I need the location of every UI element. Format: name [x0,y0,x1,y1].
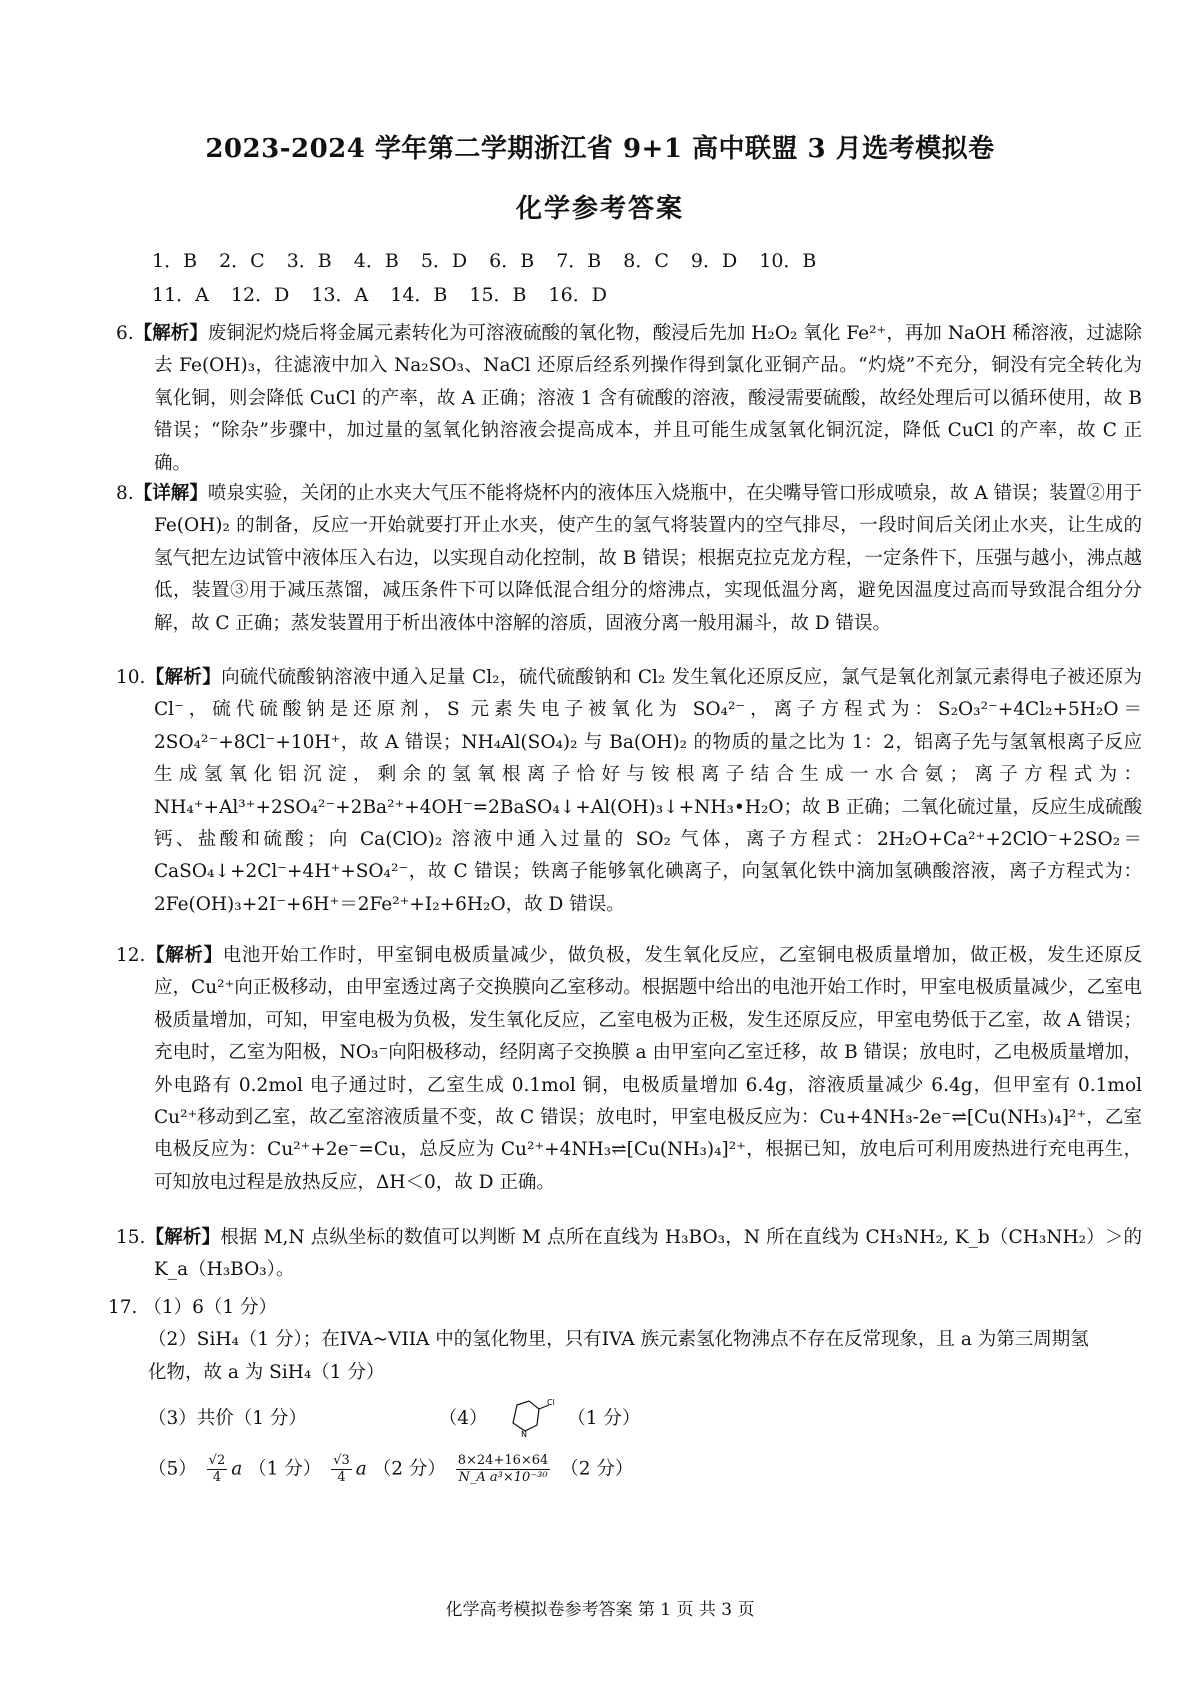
q17-part-4-label: （4） [438,1408,488,1430]
answer-row-2 [152,278,838,312]
q17-part-1: （1）6（1 分） [143,1297,278,1318]
answer-3: 13．A [311,284,369,306]
fraction-sqrt2-over-4: $\frac{√2}{4}$ [208,1453,226,1486]
answer-row-1 [152,244,838,278]
explanation-q8 [108,478,1142,640]
answer-9: 9．D [690,250,738,272]
page-footer: 化学高考模拟卷参考答案 第 1 页 共 3 页 [445,1600,755,1620]
question-number: 6. [116,323,134,344]
explanation-tag: 【详解】 [133,483,208,504]
answer-7: 7．B [556,250,602,272]
answer-8: 8．C [623,250,669,272]
q17-part-4-score: （1 分） [567,1408,641,1430]
answer-key [152,244,838,312]
q17-part-3: （3）共价（1 分） [148,1408,307,1430]
answer-6: 6．B [489,250,535,272]
answer-6: 16．D [548,284,607,306]
explanation-q10 [108,662,1142,921]
q17-part-2: （2）SiH₄（1 分）；在IVA~VIIA 中的氢化物里，只有IVA 族元素氢化物沸点不存在反常现象，且 a 为第三周期氢化物，故 a 为 SiH₄（1 分） [148,1329,1089,1383]
structure-cl-label: Cl [547,1399,556,1408]
answer-10: 10．B [759,250,817,272]
question-number: 12. [116,945,146,966]
explanation-q15 [108,1222,1142,1287]
q17-line-2 [108,1324,1096,1389]
chloropyridine-structure-icon [499,1399,555,1439]
question-number: 8. [116,483,134,504]
question-number: 17. [108,1297,138,1318]
explanation-text: 向硫代硫酸钠溶液中通入足量 Cl₂，硫代硫酸钠和 Cl₂ 发生氧化还原反应，氯气是氧化剂氯元素得电子被还原为 Cl⁻，硫代硫酸钠是还原剂，S 元素失电子被氧化为 SO₄²⁻，离子方程式为：S₂O₃²⁻+4Cl₂+5H₂O＝2SO₄²⁻+8Cl⁻+10H⁺，故 A 错误；NH₄Al(SO₄)₂ 与 Ba(OH)₂ 的物质的量之比为 1：2，铝离子先与氢氧根离子反应生成氢氧化铝沉淀，剩余的氢氧根离子恰好与铵根离子结合生成一水合氨；离子方程式为：NH₄⁺+Al³⁺+2SO₄²⁻+2Ba²⁺+4OH⁻=2BaSO₄↓+Al(OH)₃↓+NH₃•H₂O；故 B 正确；二氧化硫过量，反应生成硫酸钙、盐酸和硫酸；向 Ca(ClO)₂ 溶液中通入过量的 SO₂ 气体，离子方程式：2H₂O+Ca²⁺+2ClO⁻+2SO₂＝CaSO₄↓+2Cl⁻+4H⁺+SO₄²⁻，故 C 错误；铁离子能够氧化碘离子，向氢氧化铁中滴加氢碘酸溶液，离子方程式为：2Fe(OH)₃+2I⁻+6H⁺＝2Fe²⁺+I₂+6H₂O，故 D 错误。 [154,667,1142,915]
answer-5: 5．D [420,250,468,272]
q17-part-5-label: （5） [148,1458,197,1480]
question-number: 15. [116,1227,146,1248]
explanation-tag: 【解析】 [133,323,208,344]
question-number: 10. [116,667,146,688]
page-subtitle: 化学参考答案 [515,194,684,224]
fraction-sqrt3-over-4: $\frac{√3}{4}$ [333,1453,350,1486]
explanation-text: 根据 M,N 点纵坐标的数值可以判断 M 点所在直线为 H₃BO₃，N 所在直线为 CH₃NH₂, K_b（CH₃NH₂）＞的 K_a（H₃BO₃）。 [154,1227,1142,1281]
explanation-text: 电池开始工作时，甲室铜电极质量减少，做负极，发生氧化反应，乙室铜电极质量增加，做正极，发生还原反应，Cu²⁺向正极移动，由甲室透过离子交换膜向乙室移动。根据题中给出的电池开始工作时，甲室电极质量减少，乙室电极质量增加，可知，甲室电极为负极，发生氧化反应，乙室电极为正极，发生还原反应，甲室电势低于乙室，故 A 错误；充电时，乙室为阳极，NO₃⁻向阳极移动，经阴离子交换膜 a 由甲室向乙室迁移，故 B 错误；放电时，乙电极质量增加，外电路有 0.2mol 电子通过时，乙室生成 0.1mol 铜，电极质量增加 6.4g，溶液质量减少 6.4g，但甲室有 0.1mol Cu²⁺移动到乙室，故乙室溶液质量不变，故 C 错误；放电时，甲室电极反应为：Cu+4NH₃-2e⁻⇌[Cu(NH₃)₄]²⁺，乙室电极反应为：Cu²⁺+2e⁻=Cu，总反应为 Cu²⁺+4NH₃⇌[Cu(NH₃)₄]²⁺，根据已知，放电后可利用废热进行充电再生，可知放电过程是放热反应，ΔH＜0，故 D 正确。 [154,945,1142,1193]
explanation-q12 [108,940,1142,1199]
answer-1: 11．A [152,284,209,306]
explanation-tag: 【解析】 [145,1227,221,1248]
answer-5: 15．B [469,284,527,306]
explanation-text: 废铜泥灼烧后将金属元素转化为可溶液硫酸的氧化物，酸浸后先加 H₂O₂ 氧化 Fe²⁺，再加 NaOH 稀溶液，过滤除去 Fe(OH)₃，往滤液中加入 Na₂SO₃、NaCl 还原后经系列操作得到氯化亚铜产品。“灼烧”不充分，铜没有完全转化为氧化铜，则会降低 CuCl 的产率，故 A 正确；溶液 1 含有硫酸的溶液，酸浸需要硫酸，故经处理后可以循环使用，故 B 错误；“除杂”步骤中，加过量的氢氧化钠溶液会提高成本，并且可能生成氢氧化铜沉淀，降低 CuCl 的产率，故 C 正确。 [154,323,1142,474]
q17-line-4 [108,1453,1096,1486]
answer-4: 14．B [390,284,448,306]
explanation-q6 [108,318,1142,480]
score-1: （1 分） [248,1458,322,1480]
answer-3: 3．B [286,250,332,272]
score-3: （2 分） [560,1458,634,1480]
score-2: （2 分） [372,1458,446,1480]
explanation-tag: 【解析】 [145,667,222,688]
answer-1: 1．B [152,250,198,272]
answer-2: 2．C [219,250,265,272]
answer-4: 4．B [353,250,399,272]
variable-a: a [355,1458,367,1480]
fraction-density: $\frac{8\times 24+16\times 64}{\text{N\_A a³×10⁻³⁰}}$ [457,1453,549,1486]
page-title: 2023-2024 学年第二学期浙江省 9+1 高中联盟 3 月选考模拟卷 [205,134,995,164]
structure-n-label: N [521,1430,528,1440]
variable-a: a [231,1458,243,1480]
answer-2: 12．D [230,284,290,306]
answer-q17 [108,1292,1096,1486]
q17-line-3 [108,1399,1096,1439]
explanation-text: 喷泉实验，关闭的止水夹大气压不能将烧杯内的液体压入烧瓶中，在尖嘴导管口形成喷泉，故 A 错误；装置②用于 Fe(OH)₂ 的制备，反应一开始就要打开止水夹，使产生的氢气将装置内的空气排尽，一段时间后关闭止水夹，让生成的氢气把左边试管中液体压入右边，以实现自动化控制，故 B 错误；根据克拉克龙方程，一定条件下，压强与越小，沸点越低，装置③用于减压蒸馏，减压条件下可以降低混合组分的熔沸点，实现低温分离，避免因温度过高而导致混合组分分解，故 C 正确；蒸发装置用于析出液体中溶解的溶质，固液分离一般用漏斗，故 D 错误。 [154,483,1142,634]
q17-line-1 [108,1292,1096,1324]
explanation-tag: 【解析】 [145,945,223,966]
